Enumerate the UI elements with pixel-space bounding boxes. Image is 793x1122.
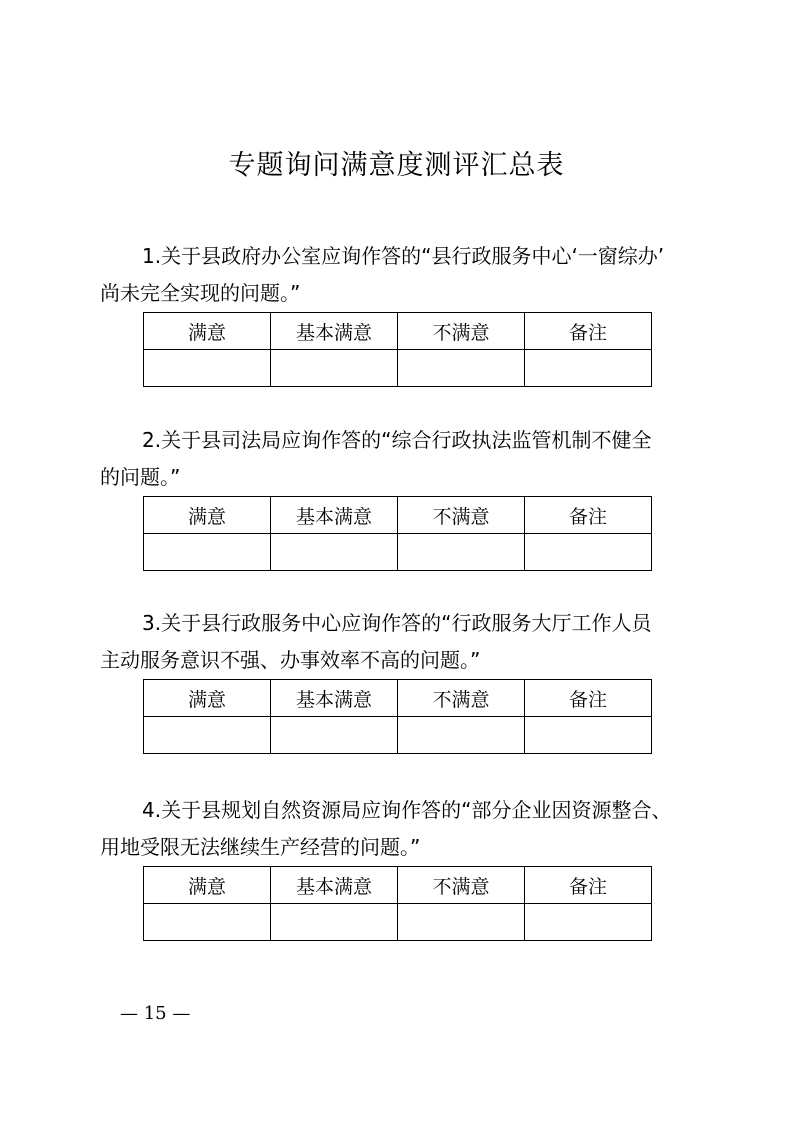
header-dissatisfied: 不满意	[398, 680, 525, 717]
header-dissatisfied: 不满意	[398, 867, 525, 904]
table-header-row	[144, 867, 652, 904]
header-basically-satisfied: 基本满意	[271, 680, 398, 717]
cell-remarks[interactable]	[525, 534, 652, 571]
cell-dissatisfied[interactable]	[398, 904, 525, 941]
header-dissatisfied: 不满意	[398, 313, 525, 350]
cell-remarks[interactable]	[525, 717, 652, 754]
question-text-line2: 用地受限无法继续生产经营的问题。”	[100, 835, 421, 859]
header-basically-satisfied: 基本满意	[271, 867, 398, 904]
question-text-line1: 4.关于县规划自然资源局应询作答的“部分企业因资源整合、	[142, 798, 672, 822]
rating-table	[143, 312, 652, 387]
question-text-line2: 主动服务意识不强、办事效率不高的问题。”	[100, 648, 481, 672]
header-basically-satisfied: 基本满意	[271, 497, 398, 534]
header-satisfied: 满意	[144, 680, 271, 717]
question-text-line1: 1.关于县政府办公室应询作答的“县行政服务中心‘一窗综办’	[142, 244, 665, 268]
question-text-line1: 2.关于县司法局应询作答的“综合行政执法监管机制不健全	[142, 428, 652, 452]
question-section-4	[100, 792, 692, 941]
cell-satisfied[interactable]	[144, 904, 271, 941]
cell-satisfied[interactable]	[144, 534, 271, 571]
header-satisfied: 满意	[144, 867, 271, 904]
table-input-row	[144, 904, 652, 941]
rating-table	[143, 496, 652, 571]
header-satisfied: 满意	[144, 313, 271, 350]
table-input-row	[144, 534, 652, 571]
table-input-row	[144, 717, 652, 754]
cell-basically-satisfied[interactable]	[271, 717, 398, 754]
cell-satisfied[interactable]	[144, 350, 271, 387]
header-remarks: 备注	[525, 313, 652, 350]
cell-dissatisfied[interactable]	[398, 717, 525, 754]
cell-remarks[interactable]	[525, 350, 652, 387]
question-section-2	[100, 422, 692, 571]
header-remarks: 备注	[525, 497, 652, 534]
question-section-1	[100, 238, 692, 387]
cell-basically-satisfied[interactable]	[271, 904, 398, 941]
question-section-3	[100, 605, 692, 754]
header-remarks: 备注	[525, 680, 652, 717]
question-text-line2: 的问题。”	[100, 465, 181, 489]
header-basically-satisfied: 基本满意	[271, 313, 398, 350]
cell-remarks[interactable]	[525, 904, 652, 941]
rating-table	[143, 866, 652, 941]
page-number: — 15 —	[120, 1003, 191, 1024]
table-header-row	[144, 313, 652, 350]
document-title: 专题询问满意度测评汇总表	[228, 150, 565, 181]
header-satisfied: 满意	[144, 497, 271, 534]
table-input-row	[144, 350, 652, 387]
table-header-row	[144, 680, 652, 717]
header-remarks: 备注	[525, 867, 652, 904]
cell-dissatisfied[interactable]	[398, 534, 525, 571]
question-text-line1: 3.关于县行政服务中心应询作答的“行政服务大厅工作人员	[142, 611, 652, 635]
table-header-row	[144, 497, 652, 534]
cell-dissatisfied[interactable]	[398, 350, 525, 387]
cell-satisfied[interactable]	[144, 717, 271, 754]
cell-basically-satisfied[interactable]	[271, 534, 398, 571]
question-text-line2: 尚未完全实现的问题。”	[100, 281, 301, 305]
cell-basically-satisfied[interactable]	[271, 350, 398, 387]
header-dissatisfied: 不满意	[398, 497, 525, 534]
rating-table	[143, 679, 652, 754]
